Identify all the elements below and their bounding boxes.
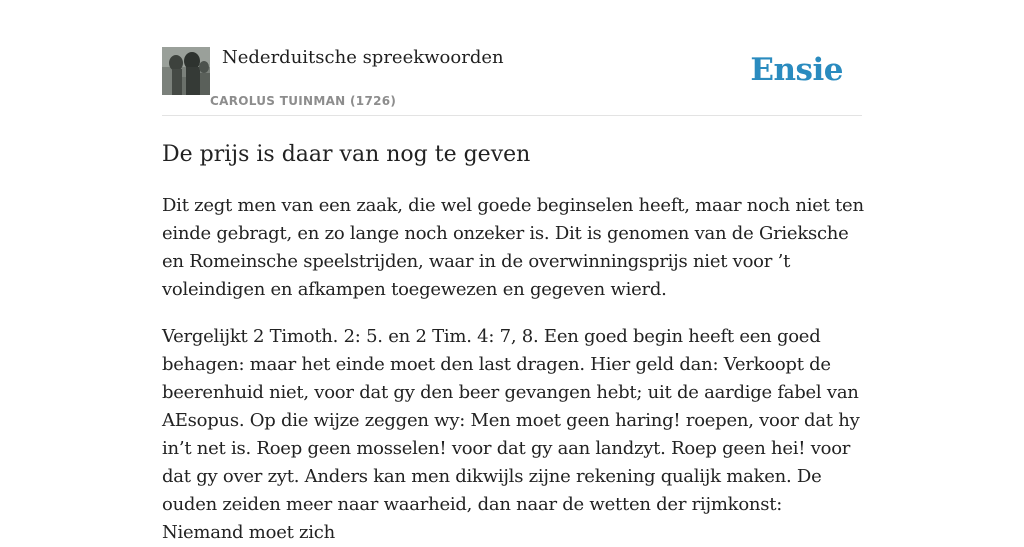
author-name[interactable]: CAROLUS TUINMAN (1726) — [210, 94, 397, 108]
work-title[interactable]: Nederduitsche spreekwoorden — [222, 47, 504, 68]
header — [162, 0, 862, 116]
entry-paragraph-2: Vergelijkt 2 Timoth. 2: 5. en 2 Tim. 4: 7, 8. Een goed begin heeft een goed behagen: maar het einde moet den last dragen. Hier geld dan: Verkoopt de beerenhuid niet, voor dat gy den beer gevangen hebt; uit de aardige fabel van AEsopus. Op die wijze zeggen wy: Men moet geen haring! roepen, voor dat hy in’t net is. Roep geen mosselen! voor dat gy aan landzyt. Roep geen hei! voor dat gy over zyt. Anders kan men dikwijls zijne rekening qualijk maken. De ouden zeiden meer naar waarheid, dan naar de wetten der rijmkonst: Niemand moet zich — [162, 326, 860, 543]
portrait-avatar-icon[interactable] — [162, 47, 210, 95]
entry-paragraph-1: Dit zegt men van een zaak, die wel goede beginselen heeft, maar noch niet ten einde gebragt, en zo lange noch onzeker is. Dit is genomen van de Grieksche en Romeinsche speelstrijden, waar in de overwinningsprijs niet voor ’t voleindigen en afkampen toegewezen en gegeven wierd. — [162, 195, 864, 300]
article — [162, 140, 864, 547]
portrait-image — [162, 47, 210, 95]
ensie-logo[interactable]: Ensie — [750, 52, 843, 88]
entry-title: De prijs is daar van nog te geven — [162, 142, 531, 167]
